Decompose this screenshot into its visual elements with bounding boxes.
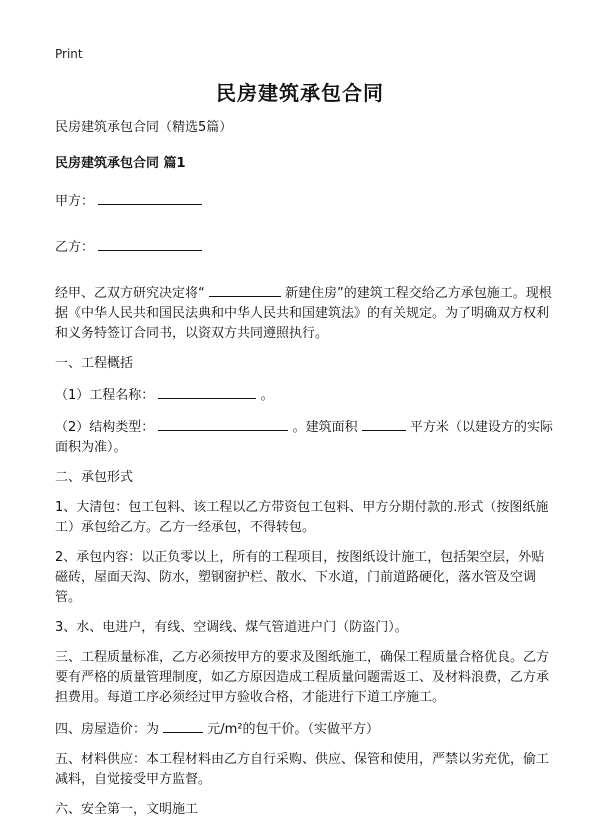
party-a-label: 甲方：: [55, 194, 95, 209]
contract-clause-2: 2、承包内容：以正负零以上，所有的工程项目，按图纸设计施工，包括架空层，外贴磁砖，屋面天沟、防水，塑钢窗护栏、散水、下水道，门前道路硬化，落水管及空调管。: [55, 550, 545, 605]
print-link[interactable]: Print: [55, 47, 83, 61]
item-project-name-end: 。: [260, 388, 274, 403]
party-a-line: [55, 190, 555, 212]
item-structure-type-label: （2）结构类型：: [55, 420, 155, 435]
item-structure-end: 平方米（以建设方的实际面积为准）。: [55, 420, 553, 455]
material-clause: 五、材料供应：本工程材料由乙方自行采购、供应、保管和使用，严禁以劣充优，偷工减料，自觉接受甲方监督。: [55, 752, 550, 787]
contract-clause-3: 3、水、电进户，有线、空调线、煤气管道进户门（防盗门）。: [55, 620, 408, 635]
intro-paragraph-start: 经甲、乙双方研究决定将“: [55, 286, 205, 301]
contract-clause-1: 1、大清包：包工包料、该工程以乙方带资包工包料、甲方分期付款的.形式（按图纸施工）承包给乙方。乙方一经承包，不得转包。: [55, 500, 549, 535]
party-a-blank: [98, 190, 202, 205]
quality-clause: 三、工程质量标准，乙方必须按甲方的要求及图纸施工，确保工程质量合格优良。乙方要有严格的质量管理制度，如乙方原因造成工程质量问题需返工、及材料浪费，乙方承担费用。每道工序必须经过甲方验收合格，才能进行下道工序施工。: [55, 650, 550, 705]
price-clause-end: 元/m²的包干价。（实做平方）: [207, 722, 380, 737]
party-b-line: [55, 236, 555, 258]
heading-contract-form: 二、承包形式: [55, 470, 134, 485]
document-intro: 民房建筑承包合同（精选5篇）: [55, 120, 233, 135]
document-body: [55, 118, 555, 830]
item-structure-middle: 。建筑面积: [292, 420, 358, 435]
heading-project-overview: 一、工程概括: [55, 356, 134, 371]
party-b-blank: [98, 236, 202, 251]
intro-paragraph-rest: 新建住房”的建筑工程交给乙方承包施工。现根据《中华人民共和国民法典和中华人民共和国建筑法》的有关规定。为了明确双方权利和义务特签订合同书，以资双方共同遵照执行。: [55, 286, 552, 341]
structure-type-blank: [158, 416, 288, 431]
project-name-blank: [209, 282, 281, 297]
price-clause: [55, 718, 555, 740]
price-blank: [163, 718, 203, 733]
item-project-name-label: （1）工程名称：: [55, 388, 155, 403]
section-title: 民房建筑承包合同 篇1: [55, 156, 186, 171]
item-project-name-blank: [158, 384, 256, 399]
item-structure-type: [55, 416, 555, 458]
party-b-label: 乙方：: [55, 240, 95, 255]
building-area-blank: [362, 416, 406, 431]
safety-clause: 六、安全第一，文明施工: [55, 802, 199, 817]
page-title: 民房建筑承包合同: [216, 81, 384, 105]
item-project-name: [55, 384, 555, 406]
price-clause-start: 四、房屋造价：为: [55, 722, 160, 737]
intro-paragraph: [55, 282, 555, 344]
